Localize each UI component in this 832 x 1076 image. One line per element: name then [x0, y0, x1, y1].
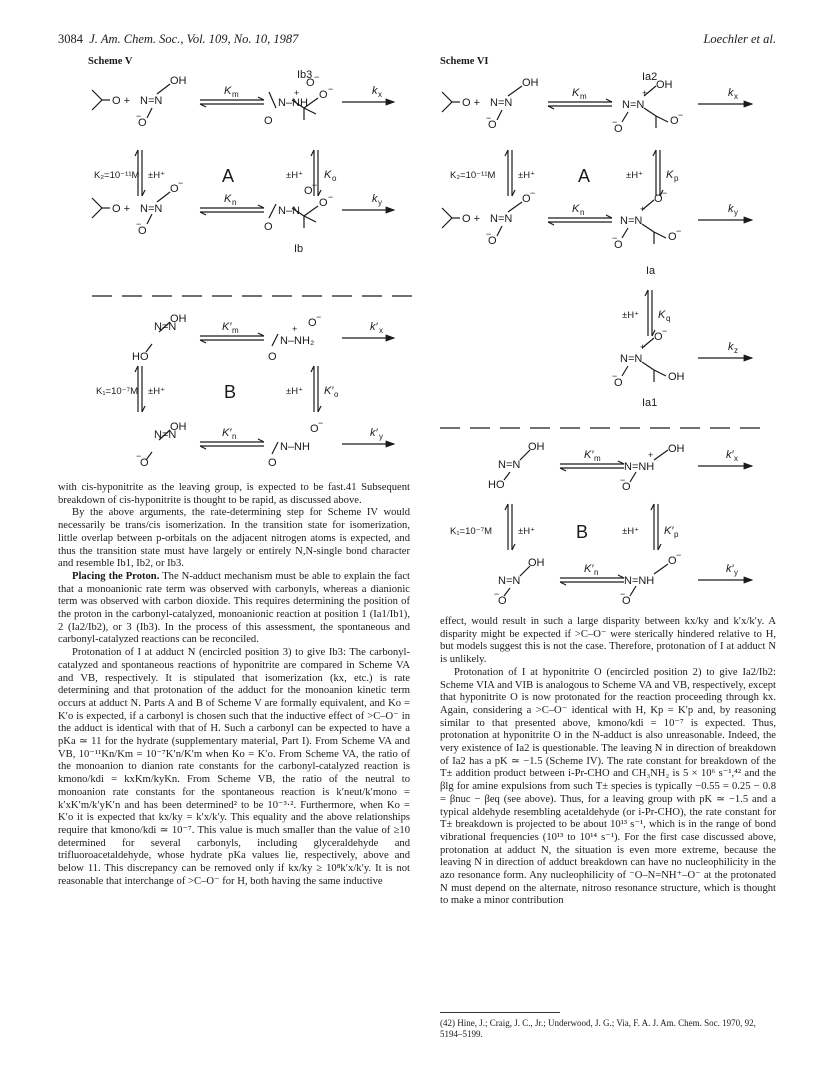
svg-text:±H⁺: ±H⁺ [622, 526, 640, 537]
v-r1-adduct: N–NH [278, 97, 308, 109]
vi-r1-adduct: N=N [622, 99, 645, 111]
v-r2-o-adduct: O [264, 221, 273, 233]
svg-text:+: + [294, 88, 300, 98]
v-r2-reagent: O + [112, 203, 131, 215]
v-ko-prime: K′ [324, 385, 334, 397]
svg-text:o: o [334, 390, 339, 399]
svg-text:±H⁺: ±H⁺ [286, 386, 304, 397]
svg-text:−: − [318, 418, 324, 428]
vi-r2-o-top: O [522, 193, 531, 205]
author-line: Loechler et al. [703, 32, 776, 46]
vi-r5-o-top: O [668, 555, 677, 567]
vi-r4-km: K′ [584, 449, 594, 461]
svg-text:m: m [594, 454, 601, 463]
label-ib: Ib [294, 243, 304, 255]
vi-r4-adduct: N=NH [624, 461, 655, 473]
svg-text:−: − [612, 371, 618, 381]
label-ia2: Ia2 [642, 71, 658, 83]
svg-text:±H⁺: ±H⁺ [148, 170, 166, 181]
v-r3-ominus: O [308, 317, 317, 329]
v-letter-b: B [224, 382, 237, 402]
vi-r2-ky: k [728, 203, 734, 215]
v-r1-km: K [224, 85, 232, 97]
svg-text:−: − [612, 233, 618, 243]
svg-text:+: + [292, 324, 298, 334]
left-paragraph-4: Protonation of I at adduct N (encircled position 3) to give Ib3: The carbonyl-catalyzed and spontaneous reactions of hyponitrite are compared in Scheme VA and VB, respectively. It is stipulated that isomerization (kx, etc.) is rate determining and that protonation of the adduct for the monoanion kinetic term occurs at adduct N. Parts A and B of Scheme V are formally equivalent, and Ko = K′o is expected, if a carbonyl is chosen such that the inductive effect of >C–O⁻ in the adduct is identical with that of H. Such a carbonyl can be expected to have a pKa ≃ 11 for the hydrate (supplementary material, Part I). From Scheme VA and VB, 10⁻¹¹Kn/Km = 10⁻⁷K′n/K′m when Ko = K′o. From Scheme VA, the ratio of the monoanion to dianion rate constants for the carbonyl-catalyzed reaction is kmono/kdi = kxKm/kyKn. From Scheme VB, the ratio of the neutral to monoanion rate constants for the spontaneous reaction is k′neut/k′mono = k′xK′m/k′yK′n and has been determined² to be 10⁻³·². Furthermore, when Ko = K′o it is expected that kx/ky = k′x/k′y. This equality and the above relationships require that kmono/kdi ≃ 10⁻⁷. This value is much smaller than the value of ≥10 determined for several carbonyls, including glyceraldehyde and trifluoroacetaldehyde, whose hydrate pKa values lie, respectively, above and below 11. This discrepancy can be removed only if kx/ky ≥ 10⁸k′x/k′y. It is not reasonable that interchange of >C–O⁻ for H, both having the same inductive [58, 647, 410, 887]
svg-text:−: − [136, 219, 142, 229]
svg-text:−: − [486, 229, 492, 239]
svg-text:±H⁺: ±H⁺ [518, 170, 536, 181]
v-r3-ho: HO [132, 351, 149, 363]
left-paragraph-1: with cis-hyponitrite as the leaving group, is expected to be fast.41 Subsequent breakdown of cis-hyponitrite is thought to be rapid, as discussed above. [58, 482, 410, 506]
vi-r3-kz: k [728, 341, 734, 353]
vi-r2-kn: K [572, 203, 580, 215]
v-r3-nn: N=N [154, 321, 177, 333]
v-r2-ominus2: O [319, 197, 328, 209]
svg-text:+: + [640, 342, 646, 352]
label-ia: Ia [646, 265, 656, 277]
v-r4-nn: N=N [154, 429, 177, 441]
svg-text:O: O [670, 115, 679, 127]
svg-text:p: p [674, 174, 679, 183]
svg-text:x: x [379, 326, 383, 335]
vi-r1-ominus: O [488, 119, 497, 131]
vi-kp-prime: K′ [664, 525, 674, 537]
svg-text:m: m [232, 90, 239, 99]
vi-r1-oh: OH [522, 77, 539, 89]
svg-text:−: − [620, 589, 626, 599]
vi-r1-nn: N=N [490, 97, 513, 109]
vi-r4-oh: OH [528, 441, 545, 453]
vi-r3-oh: OH [668, 371, 685, 383]
svg-text:−: − [612, 117, 618, 127]
v-r4-ominus: O [140, 457, 149, 469]
vi-r2-reagent: O + [462, 213, 481, 225]
v-r1-oh: OH [170, 75, 187, 87]
v-r1-nn: N=N [140, 95, 163, 107]
v-r2-ominus: O [138, 225, 147, 237]
v-r2-o-top: O [170, 183, 179, 195]
vi-r2-ominus: O [488, 235, 497, 247]
v-r4-adduct: N–NH [280, 441, 310, 453]
vi-r1-oh2: OH [656, 79, 673, 91]
v-r3-oh: OH [170, 313, 187, 325]
svg-text:−: − [662, 188, 668, 198]
svg-text:±H⁺: ±H⁺ [622, 310, 640, 321]
v-r1-ominus2: O [319, 89, 328, 101]
label-ib3: Ib3 [297, 69, 313, 81]
left-column [58, 482, 410, 889]
svg-text:x: x [734, 92, 738, 101]
svg-text:m: m [580, 92, 587, 101]
right-paragraph-2: Protonation of I at hyponitrite O (encircled position 2) to give Ia2/Ib2: Scheme VIA and VIB is analogous to Scheme VA and VB, respectively, except that hyponitrite O is now protonated for the reaction proceeding through kx. Again, considering a >C–O⁻ identical with H, Kp = K′p and, by reasoning similar to that presented above, kmono/kdi = 10⁻⁷ is expected. Thus, protonation at hyponitrite O in the N-adduct is also unreasonable. Indeed, the very existence of Ia2 is questionable. The leaving N in direction of breakdown of Ia2 has a pK ≃ −1.5 (Scheme IV). The rate constant for breakdown of the T± addition product between i-Pr-CHO and CH₃NH₂ is 5 × 10⁶ s⁻¹,⁴² and the βlg for amine expulsions from such T± species is typically −0.55 = 0.25 − 0.8 = βnuc − βeq (see above). Thus, for a leaving group with pK ≃ −1.5 and a typical aldehyde resembling acetaldehyde (or i-Pr-CHO), the rate constant for T± breakdown is projected to be about 10¹³ s⁻¹, which is in the range of bond vibrational frequencies (10¹³ to 10¹⁴ s⁻¹). For the first case discussed above, protonation at adduct N, the situation is even more extreme, because the leaving N in direction of adduct breakdown can have no nucleophilicity in the azo resonance form. Any nucleophilicity of ⁻O–N=NH⁺–O⁻ at the protonated N must depend on the alternate, nitroso resonance structure, which is thought to make a minor contribution [440, 666, 776, 907]
svg-text:O: O [304, 185, 313, 197]
svg-text:o: o [332, 174, 337, 183]
svg-text:−: − [676, 550, 682, 560]
v-r2-nn: N=N [140, 203, 163, 215]
v-r1-kx: k [372, 85, 378, 97]
vi-r4-oh2: OH [668, 443, 685, 455]
svg-text:n: n [580, 208, 585, 217]
vi-r2-ominus2: O [614, 239, 623, 251]
vi-r3-ominus: O [614, 377, 623, 389]
vi-r5-kn: K′ [584, 563, 594, 575]
v-r1-reagent: O + [112, 95, 131, 107]
svg-text:y: y [734, 208, 738, 217]
vi-r1-km: K [572, 87, 580, 99]
v-r1-o-top: O [306, 77, 315, 89]
vi-r5-ominus: O [498, 595, 507, 607]
svg-text:+: + [640, 204, 646, 214]
vi-r2-nn: N=N [490, 213, 513, 225]
svg-text:−: − [312, 180, 318, 190]
footnote-rule [440, 1012, 560, 1013]
left-paragraph-3: Placing the Proton. The N-adduct mechanism must be able to explain the fact that a monoanionic rate term was observed with carbonyls, whereas a dianionic term was observed with carbon dioxide. This requires determining the position of the proton in the carbonyl-catalyzed, monoanionic reaction at position 1 (Ia1/Ib1), 2 (Ia2/Ib2), or 3 (Ib3). In the process of this assessment, the spontaneous and carbonyl-catalyzed reactions can be reconciled. [58, 570, 410, 646]
svg-text:±H⁺: ±H⁺ [626, 170, 644, 181]
svg-text:−: − [530, 188, 536, 198]
vi-k1-constant: K₁=10⁻⁷M [450, 526, 493, 537]
svg-text:y: y [379, 432, 383, 441]
vi-k2-constant: K₂=10⁻¹¹M [450, 170, 496, 181]
svg-text:+: + [648, 450, 654, 460]
svg-text:−: − [136, 451, 142, 461]
page-number: 3084 [58, 32, 83, 46]
v-r2-adduct: N–N [278, 205, 301, 217]
scheme-vi-diagram [436, 68, 766, 608]
vi-r3-adduct: N=N [620, 353, 643, 365]
right-column [440, 616, 776, 908]
vi-letter-a: A [578, 166, 591, 186]
svg-text:+: + [642, 88, 648, 98]
svg-text:−: − [136, 111, 142, 121]
svg-text:O: O [668, 231, 677, 243]
svg-text:−: − [678, 110, 684, 120]
svg-text:n: n [232, 198, 237, 207]
v-r3-o-adduct: O [268, 351, 277, 363]
vi-r1-kx: k [728, 87, 734, 99]
svg-text:±H⁺: ±H⁺ [518, 526, 536, 537]
running-header [58, 32, 776, 48]
v-ko: K [324, 169, 332, 181]
vi-letter-b: B [576, 522, 589, 542]
svg-text:−: − [328, 84, 334, 94]
svg-text:−: − [620, 475, 626, 485]
v-k2-constant: K₂=10⁻¹¹M [94, 170, 140, 181]
header-left [58, 32, 298, 47]
v-letter-a: A [222, 166, 235, 186]
svg-text:−: − [676, 226, 682, 236]
svg-text:−: − [316, 312, 322, 322]
v-r4-ky: k′ [370, 427, 378, 439]
svg-text:y: y [734, 568, 738, 577]
scheme-v-title: Scheme V [88, 56, 133, 67]
scheme-vi-title: Scheme VI [440, 56, 489, 67]
v-r3-adduct: N–NH₂ [280, 335, 315, 347]
v-r3-km: K′ [222, 321, 232, 333]
vi-r5-ominus2: O [622, 595, 631, 607]
vi-r1-reagent: O + [462, 97, 481, 109]
svg-text:q: q [666, 314, 671, 323]
vi-r5-nn: N=N [498, 575, 521, 587]
vi-r4-ho: HO [488, 479, 505, 491]
vi-r4-nn: N=N [498, 459, 521, 471]
svg-text:x: x [734, 454, 738, 463]
svg-text:−: − [486, 113, 492, 123]
vi-r3-o-top: O [654, 331, 663, 343]
svg-text:−: − [328, 192, 334, 202]
svg-text:−: − [662, 326, 668, 336]
svg-text:n: n [594, 568, 599, 577]
v-k1-constant: K₁=10⁻⁷M [96, 386, 139, 397]
v-r4-ominus2: O [310, 423, 319, 435]
svg-text:−: − [494, 589, 500, 599]
scheme-v-diagram [82, 68, 422, 468]
v-r1-ominus: O [138, 117, 147, 129]
vi-r1-ominus2: O [614, 123, 623, 135]
vi-r4-kx: k′ [726, 449, 734, 461]
svg-text:z: z [734, 346, 738, 355]
v-r3-kx: k′ [370, 321, 378, 333]
v-r2-kn: K [224, 193, 232, 205]
svg-text:−: − [178, 178, 184, 188]
label-ia1: Ia1 [642, 397, 658, 409]
vi-r4-ominus: O [622, 481, 631, 493]
ketone-bond [92, 90, 102, 110]
right-paragraph-1: effect, would result in such a large disparity between kx/ky and k′x/k′y. A disparity might be expected if >C–O⁻ were sterically hindered relative to H, but models suggest this is not the case. Therefore, protonation of I at adduct N is unlikely. [440, 616, 776, 666]
v-r4-o-adduct: O [268, 457, 277, 469]
vi-r5-adduct: N=NH [624, 575, 655, 587]
svg-text:m: m [232, 326, 239, 335]
svg-text:−: − [314, 72, 320, 82]
v-r1-o-adduct: O [264, 115, 273, 127]
vi-kq: K [658, 309, 666, 321]
svg-text:±H⁺: ±H⁺ [148, 386, 166, 397]
svg-text:p: p [674, 530, 679, 539]
vi-r5-ky: k′ [726, 563, 734, 575]
svg-text:n: n [232, 432, 237, 441]
svg-text:y: y [378, 198, 382, 207]
svg-text:±H⁺: ±H⁺ [286, 170, 304, 181]
v-r4-kn: K′ [222, 427, 232, 439]
left-paragraph-2: By the above arguments, the rate-determining step for Scheme IV would necessarily be trans/cis isomerization. In the transition state for isomerization, little overlap between p-orbitals on the adjacent nitrogen atoms is expected, and thus the transition state must have largely or entirely N,N-single bond character and resemble Ib1, Ib2, or Ib3. [58, 507, 410, 570]
svg-text:x: x [378, 90, 382, 99]
vi-r5-oh: OH [528, 557, 545, 569]
journal-citation: J. Am. Chem. Soc., Vol. 109, No. 10, 1987 [89, 32, 299, 46]
footnote-42: (42) Hine, J.; Craig, J. C., Jr.; Underwood, J. G.; Via, F. A. J. Am. Chem. Soc. 1970, 92, 5194–5199. [440, 1018, 756, 1039]
v-r2-ky: k [372, 193, 378, 205]
vi-r2-adduct: N=N [620, 215, 643, 227]
v-r4-oh: OH [170, 421, 187, 433]
section-heading-placing-proton: Placing the Proton. [72, 570, 160, 582]
vi-r2-o-top2: O [654, 193, 663, 205]
vi-kp: K [666, 169, 674, 181]
